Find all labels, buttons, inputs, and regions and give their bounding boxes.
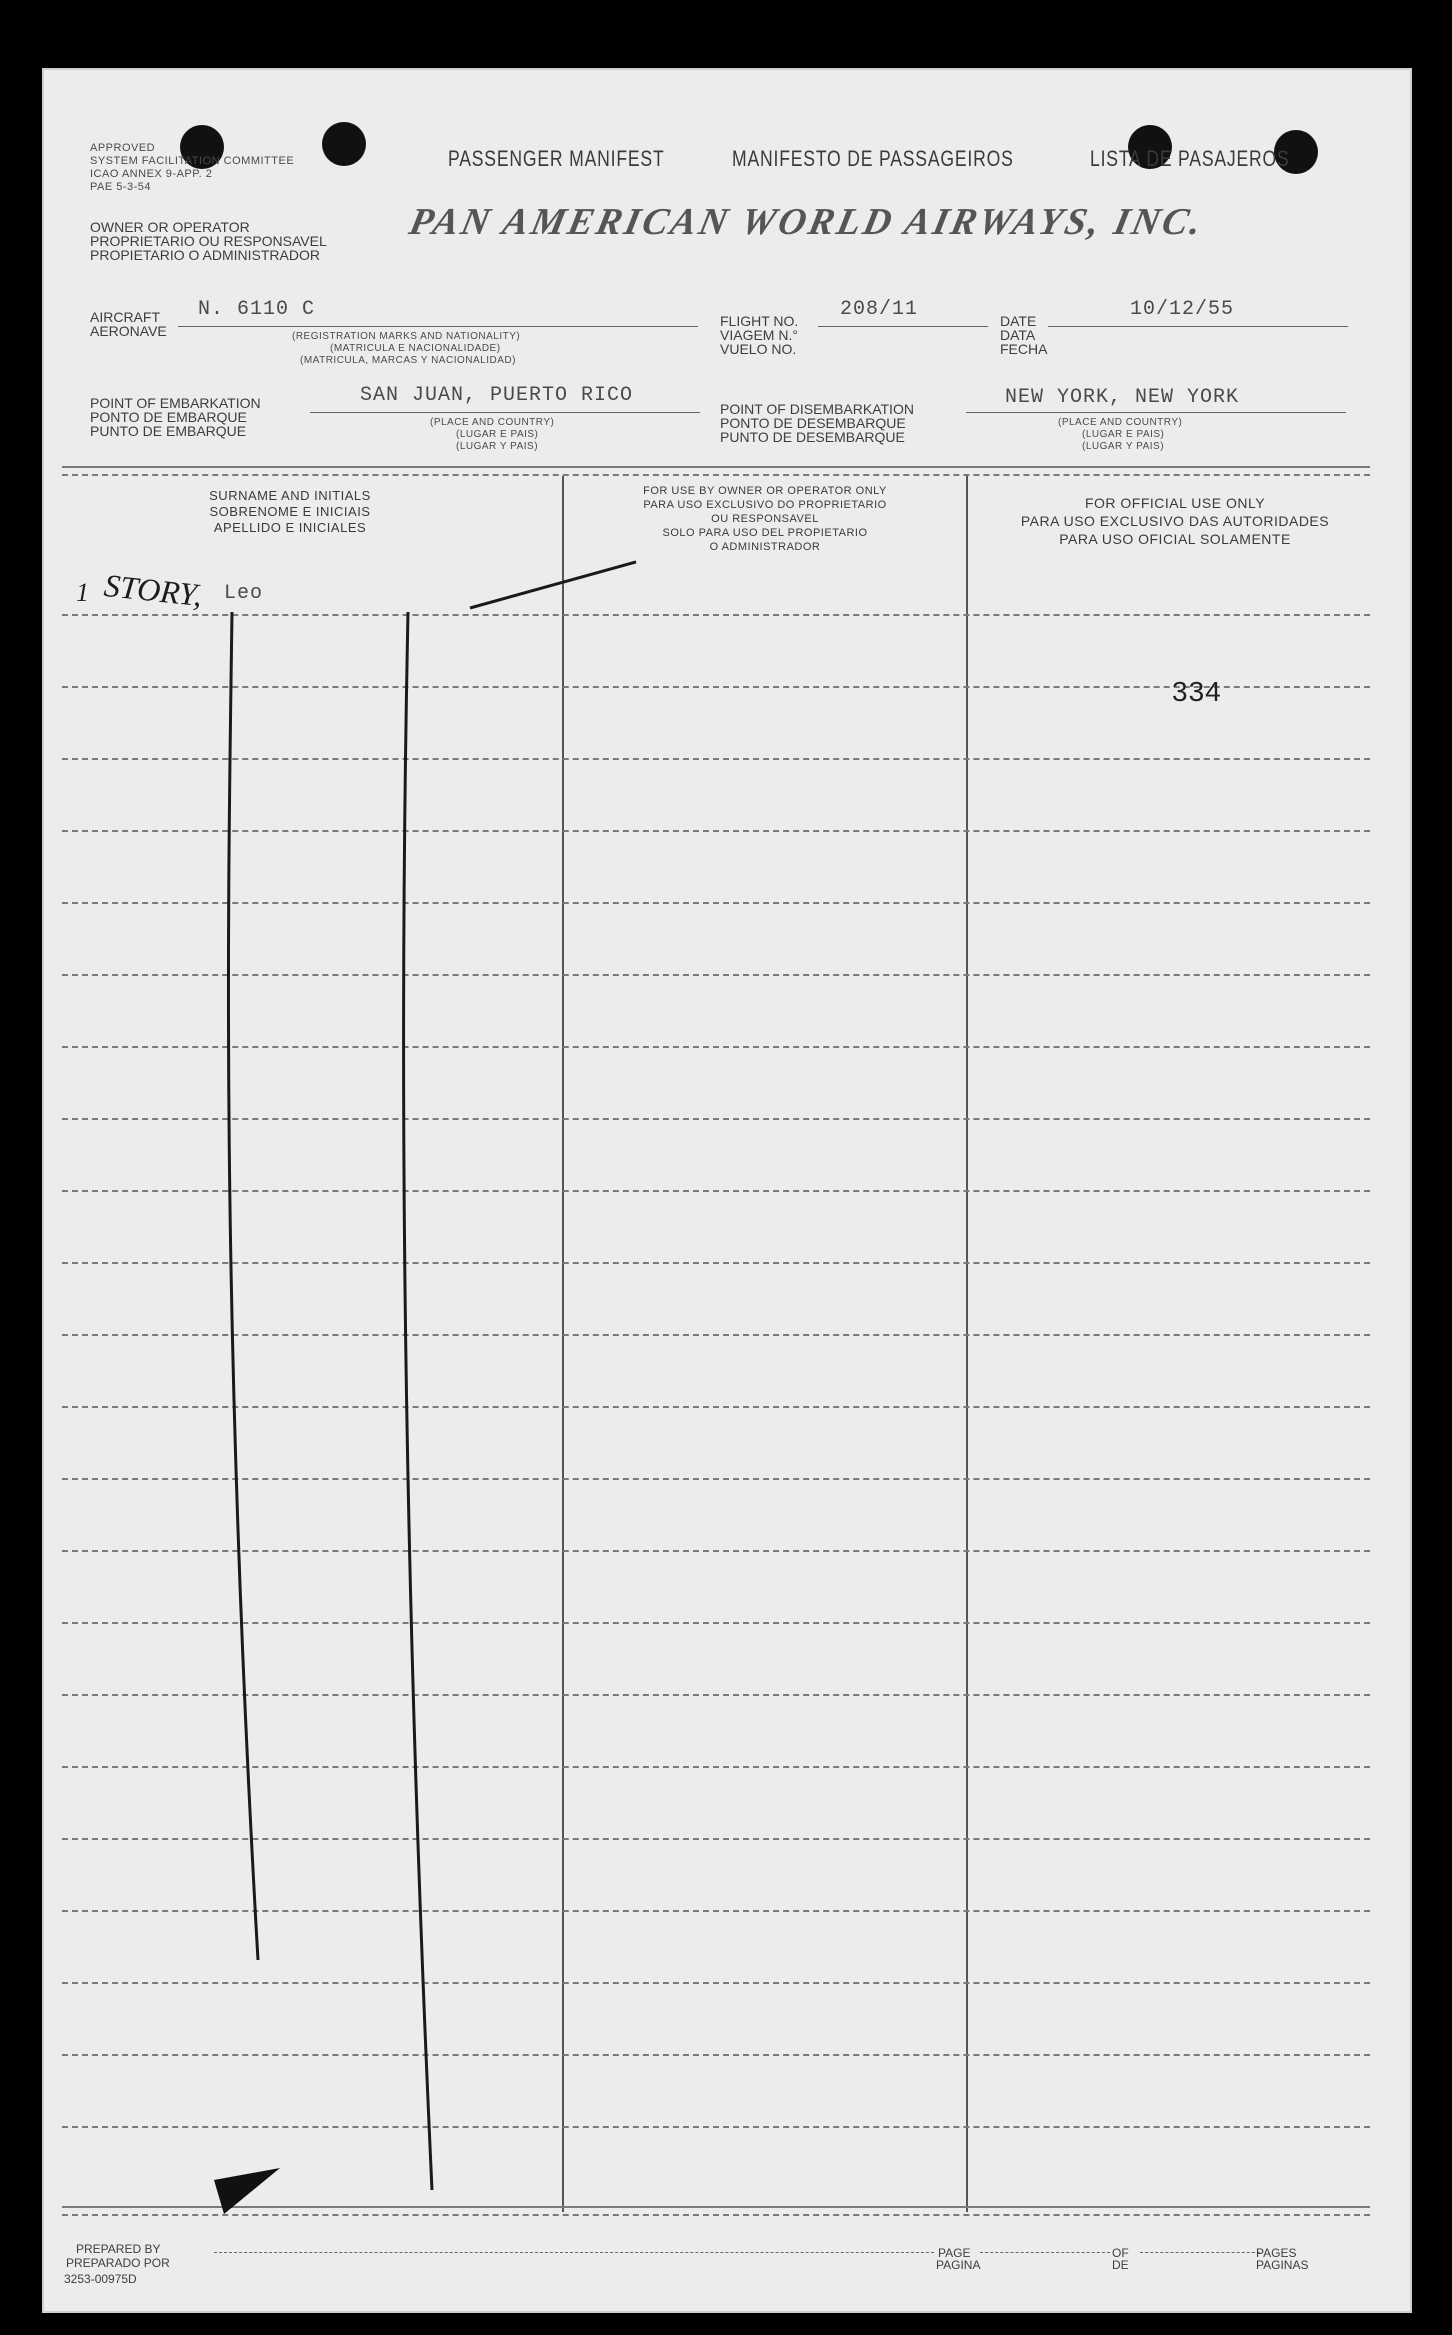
aircraft-sub: (MATRICULA, MARCAS Y NACIONALIDAD) (300, 355, 516, 366)
owner-label: PROPRIETARIO OU RESPONSAVEL (90, 233, 327, 249)
column-header-surname (130, 488, 450, 536)
column-header-official (975, 494, 1375, 548)
of-label: DE (1112, 2258, 1129, 2272)
column-header-line: PARA USO EXCLUSIVO DAS AUTORIDADES (1020, 513, 1330, 529)
embarkation-underline (310, 412, 700, 413)
embarkation-label: PONTO DE EMBARQUE (90, 409, 247, 425)
disembarkation-label: PONTO DE DESEMBARQUE (720, 415, 906, 431)
embarkation-label: POINT OF EMBARKATION (90, 395, 261, 411)
of-underline (1140, 2252, 1260, 2253)
column-header-line: FOR USE BY OWNER OR OPERATOR ONLY (643, 485, 887, 497)
aircraft-value: N. 6110 C (198, 298, 316, 321)
embarkation-sub: (LUGAR E PAIS) (456, 429, 539, 440)
table-row (62, 1694, 1370, 1696)
column-divider (562, 476, 564, 2212)
aircraft-sub: (MATRICULA E NACIONALIDADE) (330, 343, 501, 354)
column-header-line: PARA USO EXCLUSIVO DO PROPRIETARIO (643, 499, 887, 511)
column-header-line: APELLIDO E INICIALES (213, 520, 367, 535)
table-row (62, 1334, 1370, 1336)
owner-label: OWNER OR OPERATOR (90, 219, 250, 235)
table-row (62, 830, 1370, 832)
table-row (62, 902, 1370, 904)
table-row (62, 1190, 1370, 1192)
title-portuguese: MANIFESTO DE PASSAGEIROS (732, 146, 1014, 171)
owner-label: PROPIETARIO O ADMINISTRADOR (90, 247, 320, 263)
disembarkation-label: POINT OF DISEMBARKATION (720, 401, 914, 417)
page-label: PAGINA (936, 2258, 981, 2272)
table-row (62, 614, 1370, 616)
page-label: PAGE (938, 2246, 971, 2260)
column-header-line: SURNAME AND INITIALS (209, 488, 371, 503)
column-header-line: SOLO PARA USO DEL PROPIETARIO (662, 527, 868, 539)
form-number: 3253-00975D (64, 2272, 137, 2286)
disembarkation-label: PUNTO DE DESEMBARQUE (720, 429, 905, 445)
column-header-owner-use (565, 484, 965, 554)
header-rule (62, 466, 1370, 468)
pages-label: PAGINAS (1256, 2258, 1309, 2272)
approval-line: ICAO ANNEX 9-APP. 2 (90, 168, 213, 180)
table-row (62, 974, 1370, 976)
table-row (62, 758, 1370, 760)
flight-value: 208/11 (840, 298, 919, 321)
table-row (62, 1478, 1370, 1480)
column-header-line: PARA USO OFICIAL SOLAMENTE (1059, 531, 1291, 547)
entry-surname: STORY, (102, 566, 204, 614)
flight-label: VIAGEM N.° (720, 327, 798, 343)
date-label: FECHA (1000, 341, 1048, 357)
disembarkation-underline (966, 412, 1346, 413)
approval-line: PAE 5-3-54 (90, 181, 152, 193)
of-label: OF (1112, 2246, 1129, 2260)
table-row (62, 1046, 1370, 1048)
entry-number: 1 (76, 578, 89, 607)
embarkation-sub: (LUGAR Y PAIS) (456, 441, 539, 452)
pages-label: PAGES (1256, 2246, 1297, 2260)
footer-rule (62, 2206, 1370, 2208)
aircraft-label: AERONAVE (90, 323, 167, 339)
table-row (62, 2054, 1370, 2056)
disembarkation-sub: (LUGAR Y PAIS) (1082, 441, 1165, 452)
prepared-label: PREPARADO POR (66, 2256, 170, 2270)
approval-line: APPROVED (90, 142, 156, 154)
table-row (62, 1550, 1370, 1552)
table-row (62, 1262, 1370, 1264)
date-label: DATA (1000, 327, 1036, 343)
aircraft-label: AIRCRAFT (90, 309, 160, 325)
header-rule (62, 474, 1370, 476)
table-row (62, 1118, 1370, 1120)
title-english: PASSENGER MANIFEST (448, 146, 665, 171)
aircraft-sub: (REGISTRATION MARKS AND NATIONALITY) (292, 331, 521, 342)
approval-line: SYSTEM FACILITATION COMMITTEE (90, 155, 295, 167)
disembarkation-sub: (LUGAR E PAIS) (1082, 429, 1165, 440)
footer-rule (62, 2214, 1370, 2216)
prepared-label: PREPARED BY (76, 2242, 161, 2256)
company-logo-text: PAN AMERICAN WORLD AIRWAYS, INC. (405, 201, 1209, 243)
embarkation-value: SAN JUAN, PUERTO RICO (360, 384, 634, 407)
aircraft-underline (178, 326, 698, 327)
prepared-underline (214, 2252, 934, 2253)
flight-underline (818, 326, 988, 327)
column-header-line: SOBRENOME E INICIAIS (209, 504, 371, 519)
table-row (62, 2126, 1370, 2128)
embarkation-sub: (PLACE AND COUNTRY) (430, 417, 555, 428)
embarkation-label: PUNTO DE EMBARQUE (90, 423, 247, 439)
table-row (62, 1838, 1370, 1840)
flight-label: VUELO NO. (720, 341, 797, 357)
column-header-line: O ADMINISTRADOR (709, 541, 821, 553)
page-underline (980, 2252, 1110, 2253)
table-row (62, 1982, 1370, 1984)
column-header-line: OU RESPONSAVEL (711, 513, 819, 525)
punch-hole (322, 122, 366, 166)
table-row (62, 1910, 1370, 1912)
date-value: 10/12/55 (1130, 298, 1235, 321)
table-row (62, 1622, 1370, 1624)
entry-initials: Leo (224, 582, 264, 605)
disembarkation-sub: (PLACE AND COUNTRY) (1058, 417, 1183, 428)
table-row (62, 1406, 1370, 1408)
disembarkation-value: NEW YORK, NEW YORK (1005, 386, 1240, 409)
column-header-line: FOR OFFICIAL USE ONLY (1084, 495, 1266, 511)
official-entry-number: 334 (1172, 676, 1222, 707)
column-divider (966, 476, 968, 2212)
title-spanish: LISTA DE PASAJEROS (1090, 146, 1290, 171)
date-underline (1048, 326, 1348, 327)
date-label: DATE (1000, 313, 1037, 329)
table-row (62, 1766, 1370, 1768)
flight-label: FLIGHT NO. (720, 313, 799, 329)
